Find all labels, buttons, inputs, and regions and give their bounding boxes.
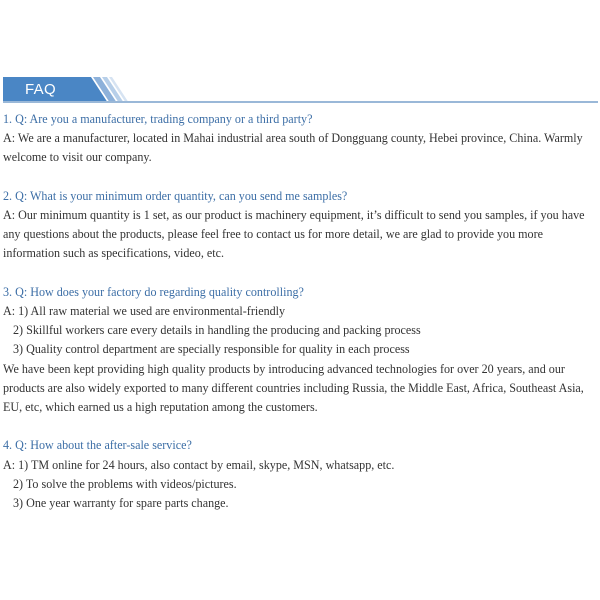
faq-answer-line: 2) To solve the problems with videos/pictures. (13, 476, 237, 491)
faq-answer-line: A: 1) TM online for 24 hours, also contact by email, skype, MSN, whatsapp, etc. (3, 457, 395, 472)
faq-question: 2. Q: What is your minimum order quantity, can you send me samples? (3, 188, 348, 203)
faq-answer-line: 3) One year warranty for spare parts change. (13, 496, 229, 511)
faq-answer-line: 3) Quality control department are specially responsible for quality in each process (13, 342, 410, 357)
faq-answer-line: A: 1) All raw material we used are environmental-friendly (3, 304, 286, 318)
faq-question: 4. Q: How about the after-sale service? (3, 438, 192, 453)
faq-title: FAQ (25, 81, 56, 98)
faq-question: 3. Q: How does your factory do regarding quality controlling? (3, 284, 304, 299)
faq-answer: A: Our minimum quantity is 1 set, as our product is machinery equipment, it’s difficult to send you samples, if you have any questions about the products, please feel free to contact us for more detail, we are glad to provide you more information such as specifications, video, etc. (3, 208, 585, 261)
faq-header-banner (3, 77, 598, 103)
faq-answer-line: 2) Skillful workers care every details in handling the producing and packing process (13, 323, 421, 338)
faq-question: 1. Q: Are you a manufacturer, trading company or a third party? (3, 112, 313, 126)
faq-item (3, 187, 600, 264)
faq-item (3, 436, 600, 513)
faq-item (3, 110, 600, 168)
faq-item (3, 283, 600, 417)
faq-list (3, 110, 600, 532)
faq-answer-line: We have been kept providing high quality products by introducing advanced technologies for over 20 years, and our products are also widely exported to many different countries including Russia, the Middle East, Africa, Southeast Asia, EU, etc, which earned us a high reputation among the customers. (3, 361, 584, 415)
faq-header (3, 77, 598, 103)
faq-answer: A: We are a manufacturer, located in Mahai industrial area south of Dongguang county, Hebei province, China. Warmly welcome to visit our company. (3, 131, 583, 165)
